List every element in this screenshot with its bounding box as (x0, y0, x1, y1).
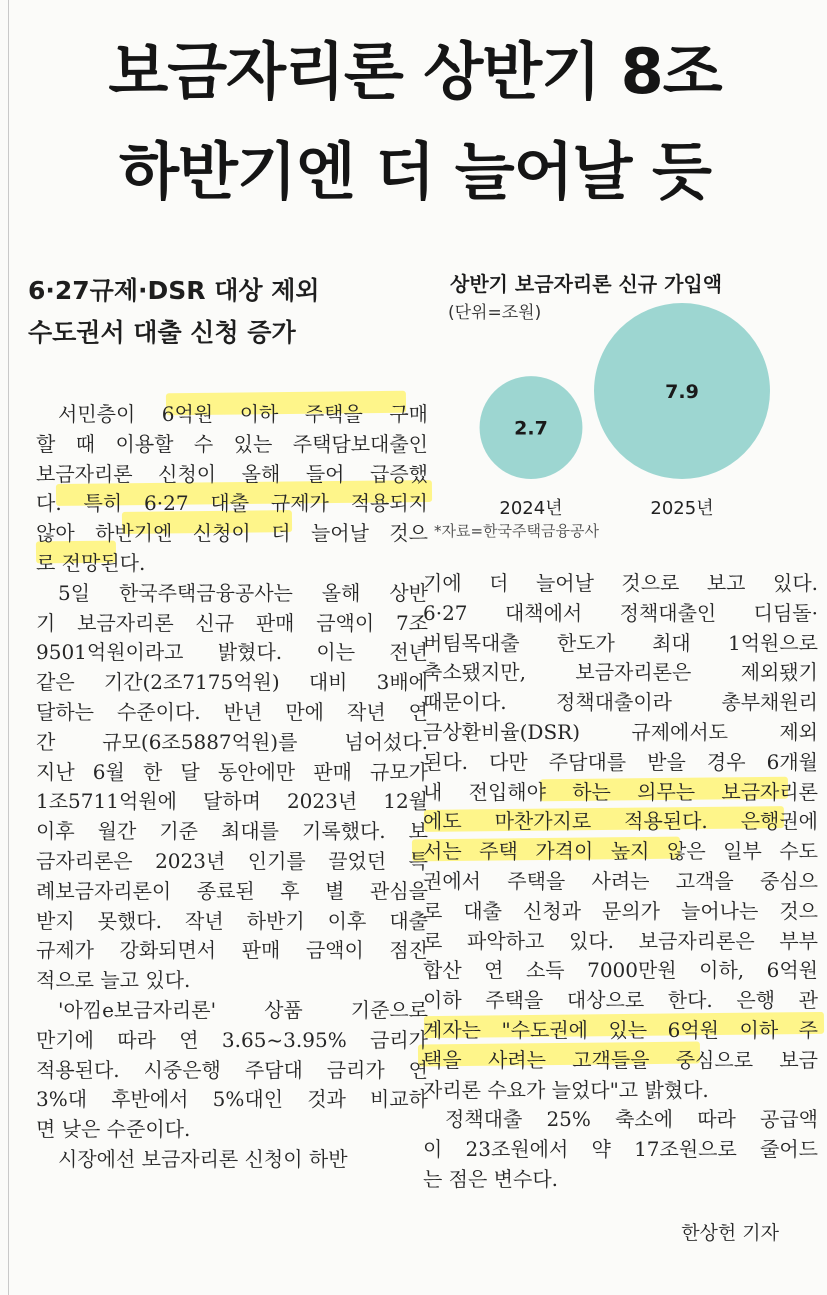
article-line: 기에 더 늘어날 것으로 보고 있다. (423, 571, 818, 595)
byline: 한상헌 기자 (681, 1222, 779, 1244)
article-line: '아낌e보금자리론' 상품 기준으로 (58, 997, 428, 1022)
chart-title: 상반기 보금자리론 신규 가입액 (450, 272, 723, 296)
subheadline (28, 270, 408, 354)
article-line: 만기에 따라 연 3.65~3.95% 금리가 (36, 1027, 428, 1052)
bubble-category-label: 2024년 (499, 498, 563, 519)
article-line: 지난 6월 한 달 동안에만 판매 규모가 (36, 759, 428, 784)
article-line: 자리론 수요가 늘었다"고 밝혔다. (423, 1077, 709, 1102)
article-line: 서민층이 6억원 이하 주택을 구매 (58, 402, 428, 426)
bubble-value-label: 7.9 (665, 381, 699, 403)
article-line: 된다. 다만 주담대를 받을 경우 6개월 (423, 749, 818, 774)
article-line: 1조5711억원에 달하며 2023년 12월 (36, 789, 428, 814)
article-line: 로 대출 신청과 문의가 늘어나는 것으 (423, 898, 818, 923)
article-line: 금자리론은 2023년 인기를 끌었던 특 (36, 848, 428, 873)
headline-line-1: 보금자리론 상반기 8조 (108, 35, 722, 108)
article-line: 적으로 늘고 있다. (36, 968, 191, 993)
article-line: 다. 특히 6·27 대출 규제가 적용되지 (36, 491, 428, 516)
article-line: 규제가 강화되면서 판매 금액이 점진 (36, 938, 428, 963)
headline-line-2: 하반기엔 더 늘어날 듯 (119, 135, 711, 208)
article-line: 시장에선 보금자리론 신청이 하반 (58, 1146, 348, 1171)
article-line: 면 낮은 수준이다. (36, 1117, 191, 1142)
bubble-chart (420, 266, 820, 556)
headline (20, 22, 810, 222)
article-line: 택을 사려는 고객들을 중심으로 보금 (423, 1047, 818, 1072)
chart-canvas (420, 266, 820, 556)
article-line: 적용된다. 시중은행 주담대 금리가 연 (36, 1057, 428, 1082)
bubble-category-label: 2025년 (650, 498, 714, 519)
bubble-value-label: 2.7 (514, 417, 548, 440)
article-line: 축소됐지만, 보금자리론은 제외됐기 (423, 660, 818, 685)
article-line: 금상환비율(DSR) 규제에서도 제외 (423, 719, 818, 744)
article-line: 3%대 후반에서 5%대인 것과 비교하 (36, 1087, 428, 1112)
article-line: 로 파악하고 있다. 보금자리론은 부부 (423, 928, 818, 953)
article-line: 권에서 주택을 사려는 고객을 중심으 (423, 868, 818, 893)
chart-unit: (단위=조원) (448, 303, 542, 323)
article-line: 5일 한국주택금융공사는 올해 상반 (58, 580, 428, 605)
article-line: 때문이다. 정책대출이라 총부채원리 (423, 690, 818, 715)
page-left-rule (8, 0, 9, 1295)
article-line: 이후 월간 기준 최대를 기록했다. 보 (36, 819, 428, 844)
article-line: 받지 못했다. 작년 하반기 이후 대출 (36, 908, 428, 933)
article-line: 않아 하반기엔 신청이 더 늘어날 것으 (36, 521, 428, 546)
article-line: 에도 마찬가지로 적용된다. 은행권에 (423, 809, 818, 834)
article-line: 내 전입해야 하는 의무는 보금자리론 (423, 779, 818, 804)
article-line: 이하 주택을 대상으로 한다. 은행 관 (423, 988, 818, 1013)
subheadline-line-1: 6·27규제·DSR 대상 제외 (28, 276, 320, 305)
article-line: 로 전망된다. (36, 550, 146, 575)
article-line: 합산 연 소득 7000만원 이하, 6억원 (423, 958, 818, 983)
article-line: 기 보금자리론 신규 판매 금액이 7조 (36, 610, 428, 635)
article-line: 계자는 "수도권에 있는 6억원 이하 주 (423, 1017, 818, 1042)
article-line: 6·27 대책에서 정책대출인 디딤돌· (423, 600, 818, 625)
article-line: 례보금자리론이 종료된 후 별 관심을 (36, 878, 428, 903)
article-line: 할 때 이용할 수 있는 주택담보대출인 (36, 431, 428, 456)
article-line: 같은 기간(2조7175억원) 대비 3배에 (36, 670, 428, 695)
article-line: 9501억원이라고 밝혔다. 이는 전년 (36, 640, 428, 665)
article-line: 버팀목대출 한도가 최대 1억원으로 (423, 630, 818, 655)
article-line: 간 규모(6조5887억원)를 넘어섰다. (36, 729, 428, 754)
subheadline-line-2: 수도권서 대출 신청 증가 (28, 318, 296, 347)
article-line: 서는 주택 가격이 높지 않은 일부 수도 (423, 839, 818, 864)
chart-source: *자료=한국주택금융공사 (434, 522, 599, 540)
article-line: 보금자리론 신청이 올해 들어 급증했 (36, 461, 428, 486)
article-column-left (36, 400, 428, 1175)
article-line: 정책대출 25% 축소에 따라 공급액 (445, 1107, 818, 1132)
article-line: 는 점은 변수다. (423, 1166, 558, 1191)
article-column-right (423, 569, 818, 1195)
article-line: 달하는 수준이다. 반년 만에 작년 연 (36, 699, 428, 724)
article-line: 이 23조원에서 약 17조원으로 줄어드 (423, 1137, 818, 1162)
